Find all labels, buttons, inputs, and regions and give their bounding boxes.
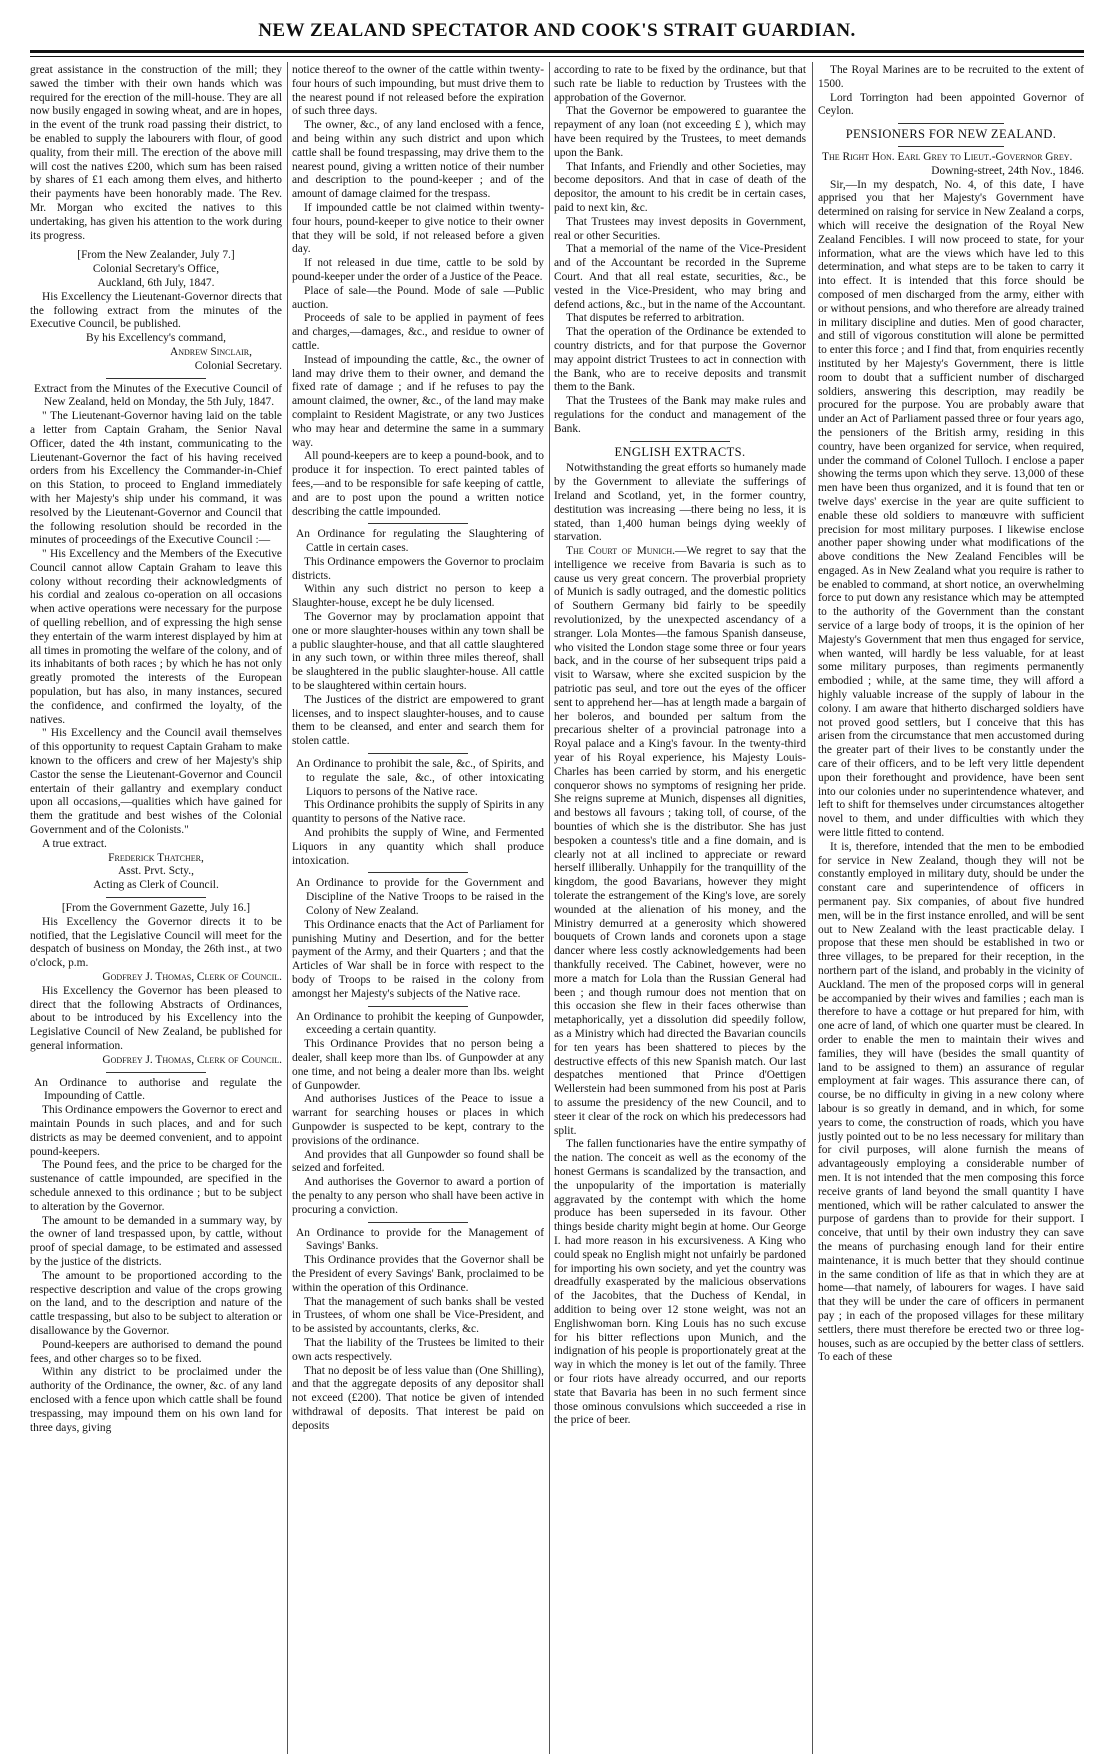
signature: Godfrey J. Thomas, Clerk of Council. [102, 1053, 282, 1066]
separator [898, 123, 1004, 124]
paragraph: And authorises Justices of the Peace to issue a warrant for searching houses or places in which Gunpowder is suspected to be kept, contrary to the provisions of the ordinance. [292, 1093, 544, 1147]
paragraph-lead: The Court of Munich. [566, 545, 675, 558]
paragraph: The owner, &c., of any land enclosed with a fence, and being within any such district and upon which cattle shall be found trespassing, may drive them to the nearest pound, giving a written notice of their number and description to the pound-keeper ; and of the amount of damage claimed for the trespass. [292, 119, 544, 201]
paragraph: This Ordinance Provides that no person being a dealer, shall keep more than lbs. of Gunpowder at any one time, and not being a dealer more than lbs. weight of Gunpowder. [292, 1038, 544, 1092]
paragraph: Instead of impounding the cattle, &c., the owner of land may drive them to their owner, and demand the fixed rate of damage ; and if he refuses to pay the amount claimed, the owner, &c., of the land may make complaint to Resident Magistrate, or any two Justices who may hear and determine the same in a summary way. [292, 353, 544, 449]
paragraph: His Excellency the Lieutenant-Governor directs that the following extract from the minutes of the Executive Council, be published. [30, 290, 282, 331]
paragraph: And provides that all Gunpowder so found shall be seized and forfeited. [292, 1148, 544, 1175]
separator [106, 897, 207, 898]
paragraph-body: —We regret to say that the intelligence we receive from Bavaria is such as to cause us very great concern. The proverbial propriety of Munich is sadly outraged, and the domestic politics of Southern Germany bid fairly to be speedily revolutionized, by the unexpected ascendancy of a stranger. Lola Montes—the famous Spanish danseuse, who visited the London stage some three or four years back, and in the course of her subsequent trips paid a visit to Warsaw, where she excited suspicion by the patriotic pas seul, and tore out the eyes of the officer sent to apprehend her—has at length made a bargain of her boleros, and bounded per saltum from the precarious shelter of a provincial patronage into a Royal palace and a King's favour. In the twenty-third year of his Royal experience, his Majesty Louis-Charles has been carried by storm, and his energetic conqueror shows no symptoms of resigning her pride. She reigns supreme at Munich, dispenses all dignities, and bestows all favours ; taking toll, of course, of the bounties of which she is the distributor. She has just bespoken a countess's title and a fine domain, and is clearly not at all inclined to appreciate or reward herself illiberally. Unhappily for the tranquillity of the kingdom, the good Bavarians, however they might tolerate the estrangement of the King's love, are sorely wounded at the alienation of his money, and the Ministry demurred at a generosity which showered bouquets of Crown lands and coronets upon a stage dancer where less costly acknowledgements had been thankfully received. The Cabinet, however, were no more a match for Lola than the Russian General had been ; and though rumour does not mention that on this occasion she flew in their faces otherwise than metaphorically, yet a dissolution did speedily follow, as a Ministry which had directed the Bavarian councils for ten years has been shattered to pieces by the destructive effects of this new Spanish match. Our last despatches mentioned that Prince d'Oettigen Wellerstein had been summoned from his post at Paris to assume the presidency of the new Council, and to steer it clear of the rock on which his predecessors had split. [554, 545, 806, 1137]
paragraph: Within any such district no person to keep a Slaughter-house, except he be duly licensed. [292, 583, 544, 610]
separator [368, 1222, 469, 1223]
separator [106, 1072, 207, 1073]
dateline: Downing-street, 24th Nov., 1846. [931, 164, 1084, 177]
paragraph: The Royal Marines are to be recruited to the extent of 1500. [818, 64, 1084, 90]
ordinance-heading: An Ordinance to provide for the Management of Savings' Banks. [296, 1226, 544, 1253]
paragraph: The amount to be proportioned according to the respective description and value of the crops growing on the land, and to the description and nature of the cattle trespassing, but also to be subject to alteration or disallowance by the Governor. [30, 1269, 282, 1337]
separator [368, 1006, 469, 1007]
paragraph: That the liability of the Trustees be limited to their own acts respectively. [292, 1336, 544, 1363]
ordinance-heading: An Ordinance to prohibit the keeping of Gunpowder, exceeding a certain quantity. [296, 1010, 544, 1037]
paragraph: If impounded cattle be not claimed within twenty-four hours, pound-keeper to give notice to their owner that they will be sold, if not released before a given day. [292, 201, 544, 256]
paragraph: " His Excellency and the Members of the Executive Council cannot allow Captain Graham to leave this colony without recording their acknowledgments of his cordial and zealous co-operation on all occasions when active operations were necessary for the purpose of quelling rebellion, and of expressing the high sense they entertain of the warm interest displayed by him at all times in promoting the welfare of the colony, and of its inhabitants of both races ; by which he has not only greatly promoted the interests of the European population, but has also, in many instances, secured the confidence, and confirmed the loyalty, of the natives. [30, 548, 282, 726]
office-line: Colonial Secretary's Office, [92, 263, 220, 276]
column-1 [30, 64, 282, 1754]
paragraph: Place of sale—the Pound. Mode of sale —Public auction. [292, 284, 544, 311]
masthead-rule-thin [30, 56, 1084, 57]
paragraph: That the Governor be empowered to guarantee the repayment of any loan (not exceeding £ ), which may have been required by the Trustees, to meet demands upon the Bank. [554, 105, 806, 159]
signature-title: Asst. Prvt. Scty., [118, 865, 194, 878]
letter-heading: The Right Hon. Earl Grey to Lieut.-Governor Grey. [822, 150, 1073, 163]
place-date: Auckland, 6th July, 1847. [97, 276, 215, 289]
paragraph: It is, therefore, intended that the men to be embodied for service in New Zealand, though they will not be constantly employed in military duty, should be under the constant care and superintendence of officers in permanent pay. Six companies, of about five hundred men, will be in the first instance enrolled, and will be sent out to New Zealand with the least practicable delay. I propose that these men should be established in two or three villages, to be prepared for their reception, in the northern part of the island, and probably in the vicinity of Auckland. The men of the proposed corps will in general be accompanied by their wives and families ; each man is therefore to have a cottage or hut prepared for him, with one acre of land, of which one quarter must be cleared. In order to enable the men to maintain their wives and families, they will have (besides the small quantity of land to be assigned to them) an assurance of regular employment at fair wages. This assurance there can, of course, be no difficulty in giving in a new colony where labour is so greatly in demand, and in which, for some years to come, the construction of roads, which you have justly pointed out to be no less necessary for military than for civil purposes, will alone furnish the means of advantageously employing a considerable number of men. It is not intended that the men composing this force receive grants of land beyond the small quantity I have mentioned, which will be rather calculated to answer the purpose of gardens than to provide for their support. I conceive, that until by their own industry they can save the means of purchasing enough land for their entire maintenance, it is much better that they should continue in the same condition of life as that in which they are at home—that namely, of labourers for wages. I have said that they will be under the care of officers in permanent pay ; in each of the proposed villages for these military settlers, there must therefore be erected two or three log-houses, such as are occupied by the better class of settlers. To each of these [818, 840, 1084, 1364]
paragraph: That the Trustees of the Bank may make rules and regulations for the conduct and management of the Bank. [554, 395, 806, 435]
column-2 [292, 64, 544, 1754]
paragraph: This Ordinance empowers the Governor to erect and maintain Pounds in such places, and and for such districts as may be deemed convenient, and to appoint pound-keepers. [30, 1104, 282, 1158]
paragraph: That a memorial of the name of the Vice-President and of the Accountant be recorded in the Supreme Court. And that all real estate, securities, &c., be vested in the Vice-President, who may bring and defend actions, &c., but in the name of the Accountant. [554, 243, 806, 311]
paragraph: The Justices of the district are empowered to grant licenses, and to inspect slaughter-houses, and to cause them to be cleansed, and enter and search them for stolen cattle. [292, 693, 544, 748]
paragraph: That the operation of the Ordinance be extended to country districts, and for that purpose the Governor may appoint district Trustees to act in connection with the Bank, who are to receive deposits and transmit them to the Bank. [554, 326, 806, 394]
paragraph: And prohibits the supply of Wine, and Fermented Liquors in any quantity which shall produce intoxication. [292, 827, 544, 867]
column-3 [554, 64, 806, 1754]
column-divider-2 [549, 62, 550, 1754]
ordinance-heading: An Ordinance to authorise and regulate the Impounding of Cattle. [34, 1076, 282, 1103]
extract-heading: Extract from the Minutes of the Executive Council of New Zealand, held on Monday, the 5th July, 1847. [34, 382, 282, 409]
masthead: NEW ZEALAND SPECTATOR AND COOK'S STRAIT GUARDIAN. [258, 20, 856, 41]
signature-name: Frederick Thatcher, [108, 851, 204, 864]
paragraph: This Ordinance enacts that the Act of Parliament for punishing Mutiny and Desertion, and for the better payment of the Army, and their Quarters ; and that the Articles of War shall be in force with respect to the body of Troops to be raised in the colony from amongst her Majesty's subjects of the Native race. [292, 918, 544, 1000]
paragraph: All pound-keepers are to keep a pound-book, and to produce it for inspection. To erect painted tables of fees,—and to be responsible for safe keeping of cattle, and are to post upon the pound a written notice describing the cattle impounded. [292, 450, 544, 518]
paragraph: Proceeds of sale to be applied in payment of fees and charges,—damages, &c., and residue to owner of cattle. [292, 312, 544, 352]
paragraph: This Ordinance prohibits the supply of Spirits in any quantity to persons of the Native race. [292, 799, 544, 826]
paragraph: Lord Torrington had been appointed Governor of Ceylon. [818, 91, 1084, 118]
column-divider-1 [287, 62, 288, 1754]
section-heading: ENGLISH EXTRACTS. [614, 444, 746, 459]
paragraph: Notwithstanding the great efforts so humanely made by the Government to alleviate the sufferings of Ireland and Scotland, yet, in the former country, destitution was increasing —there being no less, it is stated, than 1,400 human beings dying weekly of starvation. [554, 462, 806, 544]
paragraph: This Ordinance provides that the Governor shall be the President of every Savings' Bank, proclaimed to be within the operation of this Ordinance. [292, 1254, 544, 1294]
true-extract: A true extract. [42, 837, 107, 850]
ordinance-heading: An Ordinance to provide for the Government and Discipline of the Native Troops to be raised in the Colony of New Zealand. [296, 877, 544, 918]
paragraph: That no deposit be of less value than (One Shilling), and that the aggregate deposits of any depositor shall not exceed (£200). That notice be given of intended withdrawal of deposits. That interest be paid on deposits [292, 1364, 544, 1432]
paragraph: That the management of such banks shall be vested in Trustees, of whom one shall be Vice-President, and to be assisted by accountants, clerks, &c. [292, 1295, 544, 1336]
section-heading: PENSIONERS FOR NEW ZEALAND. [845, 127, 1057, 142]
signature: Godfrey J. Thomas, Clerk of Council. [102, 971, 282, 983]
paragraph: notice thereof to the owner of the cattle within twenty-four hours of such impounding, but must drive them to the nearest pound if not released before the expiration of such three days. [292, 64, 544, 118]
separator [368, 523, 469, 524]
separator [368, 872, 469, 873]
source-note: [From the New Zealander, July 7.] [77, 249, 235, 262]
paragraph: great assistance in the construction of the mill; they sawed the timber with their own hands which was required for the erection of the mill-house. They are all now busily engaged in sowing wheat, and are in hopes, in the event of the trunk road passing their district, to be enabled to supply the labourers with flour, of good quality, from their mill. The erection of the above mill will cost the natives £200, which sum has been raised by shares of £1 each among them elves, and hitherto their payments have been honorably made. The Rev. Mr. Morgan who excited the natives to this undertaking, has given his attention to the work during its progress. [30, 64, 282, 242]
column-4 [818, 64, 1084, 1754]
paragraph: The fallen functionaries have the entire sympathy of the nation. The conceit as well as the economy of the honest Germans is scandalized by the transaction, and the unpopularity of the importation is materially aggravated by the contempt with which the home produce has been superseded in its favour. Other things beside charity might begin at home. Our George I. had more reason in his excursiveness. A King who could speak no English might not unfairly be pardoned for importing his own society, and yet the country was dreadfully exasperated by the malicious observations of the Jacobites, that the Duchess of Kendal, in addition to being over 12 stone weight, was not an Englishwoman born. King Louis has no such excuse for his bitter reflections upon Munich, and the indignation of his people is proportionately great at the way in which the money is let out of the family. Three or four riots have already occurred, and our reports state that Bavaria has been in no such ferment since those ominous convulsions which succeeded a rise in the price of beer. [554, 1138, 806, 1427]
paragraph: If not released in due time, cattle to be sold by pound-keeper under the order of a Justice of the Peace. [292, 257, 544, 283]
ordinance-heading: An Ordinance to prohibit the sale, &c., of Spirits, and to regulate the sale, &c., of other intoxicating Liquors to persons of the Native race. [296, 758, 544, 798]
paragraph: His Excellency the Governor has been pleased to direct that the following Abstracts of Ordinances, about to be introduced by his Excellency into the Legislative Council of New Zealand, be published for general information. [30, 984, 282, 1052]
paragraph: That disputes be referred to arbitration. [566, 312, 745, 325]
signature-title: Colonial Secretary. [194, 359, 282, 372]
paragraph: The Pound fees, and the price to be charged for the sustenance of cattle impounded, are specified in the schedule annexed to this ordinance ; but to be subject to alteration by the Governor. [30, 1159, 282, 1213]
paragraph: " The Lieutenant-Governor having laid on the table a letter from Captain Graham, the Senior Naval Officer, dated the 4th instant, communicating to the Lieutenant-Governor the fact of his having received orders from his Excellency the Commander-in-Chief on this Station, to proceed to England immediately with her Majesty's ship under his command, it was resolved by the Lieutenant-Governor and Council that the following resolution should be recorded in the minutes of proceedings of the Executive Council :— [30, 410, 282, 547]
paragraph: That Trustees may invest deposits in Government, real or other Securities. [554, 215, 806, 242]
paragraph: The amount to be demanded in a summary way, by the owner of land trespassed upon, by cattle, without proof of special damage, to be estimated and assessed by the justice of the districts. [30, 1214, 282, 1268]
signature-title: Acting as Clerk of Council. [93, 879, 219, 892]
paragraph: according to rate to be fixed by the ordinance, but that such rate be liable to reduction by Trustees with the approbation of the Governor. [554, 64, 806, 104]
paragraph: That Infants, and Friendly and other Societies, may become depositors. And that in case of death of the depositor, the amount to his credit be in certain cases, paid to next kin, &c. [554, 160, 806, 214]
paragraph: Within any district to be proclaimed under the authority of the Ordinance, the owner, &c. of any land enclosed with a fence upon which cattle shall be found trespassing, may impound them on his own land for three days, giving [30, 1366, 282, 1434]
paragraph: " His Excellency and the Council avail themselves of this opportunity to request Captain Graham to make known to the officers and crew of her Majesty's ship Castor the sense the Lieutenant-Governor and Council entertain of their gallantry and exemplary conduct upon all occasions,—qualities which have gained for them the gratitude and best wishes of the Colonial Government and of the Colonists." [30, 727, 282, 837]
separator [368, 753, 469, 754]
separator [106, 378, 207, 379]
paragraph: Sir,—In my despatch, No. 4, of this date, I have apprised you that her Majesty's Government have determined on raising for service in New Zealand a corps, which will receive the designation of the Royal New Zealand Fencibles. I will now proceed to state, for your information, what are the views which have led to this determination, and what steps are to be taken to carry it into effect. It is intended that this force should be composed of men discharged from the army, either with or without pensions, and who therefore are already trained in military discipline and duties. Men of good character, and still of vigorous constitution will alone be permitted to enter this force ; and I find that, from enquiries recently instituted by her Majesty's Government, there is little room to doubt that a sufficient number of discharged soldiers, answering this description, may readily be procured for the purpose. You are probably aware that under an Act of Parliament passed three or four years ago, the pensioners of the British army, residing in this country, have been organized for service, when required, under the command of Colonel Tulloch. I enclose a paper showing the terms upon which they serve. 13,000 of these men have been thus organized, and it is found that ten or twelve days' exercise in the year are quite sufficient to enable these old soldiers to manœuvre with sufficient precision for most military purposes. I likewise enclose another paper showing under what modifications of the above conditions the New Zealand Fencibles will be engaged. As in New Zealand what you require is rather to be enabled to command, at short notice, an overwhelming force to put down any resistance which may be attempted to the authority of the Government than the constant service of a large body of troops, it is the opinion of her Majesty's Government that men thus engaged for service, when wanted, will hardly be less valuable, for at least some military purposes, than regiments permanently embodied ; while, at the same time, they will afford a highly valuable increase of the supply of labour in the colony. I am aware that hitherto discharged soldiers have not proved good settlers, but I conceive that this has arisen from the circumstance that men accustomed during the greater part of their lives to be constantly under the care of their officers, and to be left very little dependent upon their forethought and providence, have been sent into our colonies under no superintendence whatever, and left to shift for themselves under circumstances altogether novel to them, and under difficulties with which they were little fitted to contend. [818, 178, 1084, 840]
paragraph [554, 545, 806, 1138]
masthead-rule-thick [30, 50, 1084, 53]
separator [898, 146, 1004, 147]
paragraph: And authorises the Governor to award a portion of the penalty to any person who shall have been active in procuring a conviction. [292, 1176, 544, 1216]
column-divider-3 [812, 62, 813, 1754]
signature-name: Andrew Sinclair, [169, 345, 252, 358]
ordinance-heading: An Ordinance for regulating the Slaughtering of Cattle in certain cases. [296, 528, 544, 555]
paragraph: Pound-keepers are authorised to demand the pound fees, and other charges so to be fixed. [30, 1338, 282, 1365]
paragraph: The Governor may by proclamation appoint that one or more slaughter-houses within any town shall be a public slaughter-house, and that all cattle slaughtered in any such town, or within three miles thereof, shall be slaughtered in the public slaughter-house. All cattle to be slaughtered within certain hours. [292, 611, 544, 693]
separator [630, 441, 731, 442]
paragraph: His Excellency the Governor directs it to be notified, that the Legislative Council will meet for the despatch of business on Monday, the 26th inst., at two o'clock, p.m. [30, 915, 282, 970]
paragraph: This Ordinance empowers the Governor to proclaim districts. [292, 555, 544, 582]
source-note: [From the Government Gazette, July 16.] [61, 902, 251, 915]
by-command: By his Excellency's command, [86, 332, 226, 345]
